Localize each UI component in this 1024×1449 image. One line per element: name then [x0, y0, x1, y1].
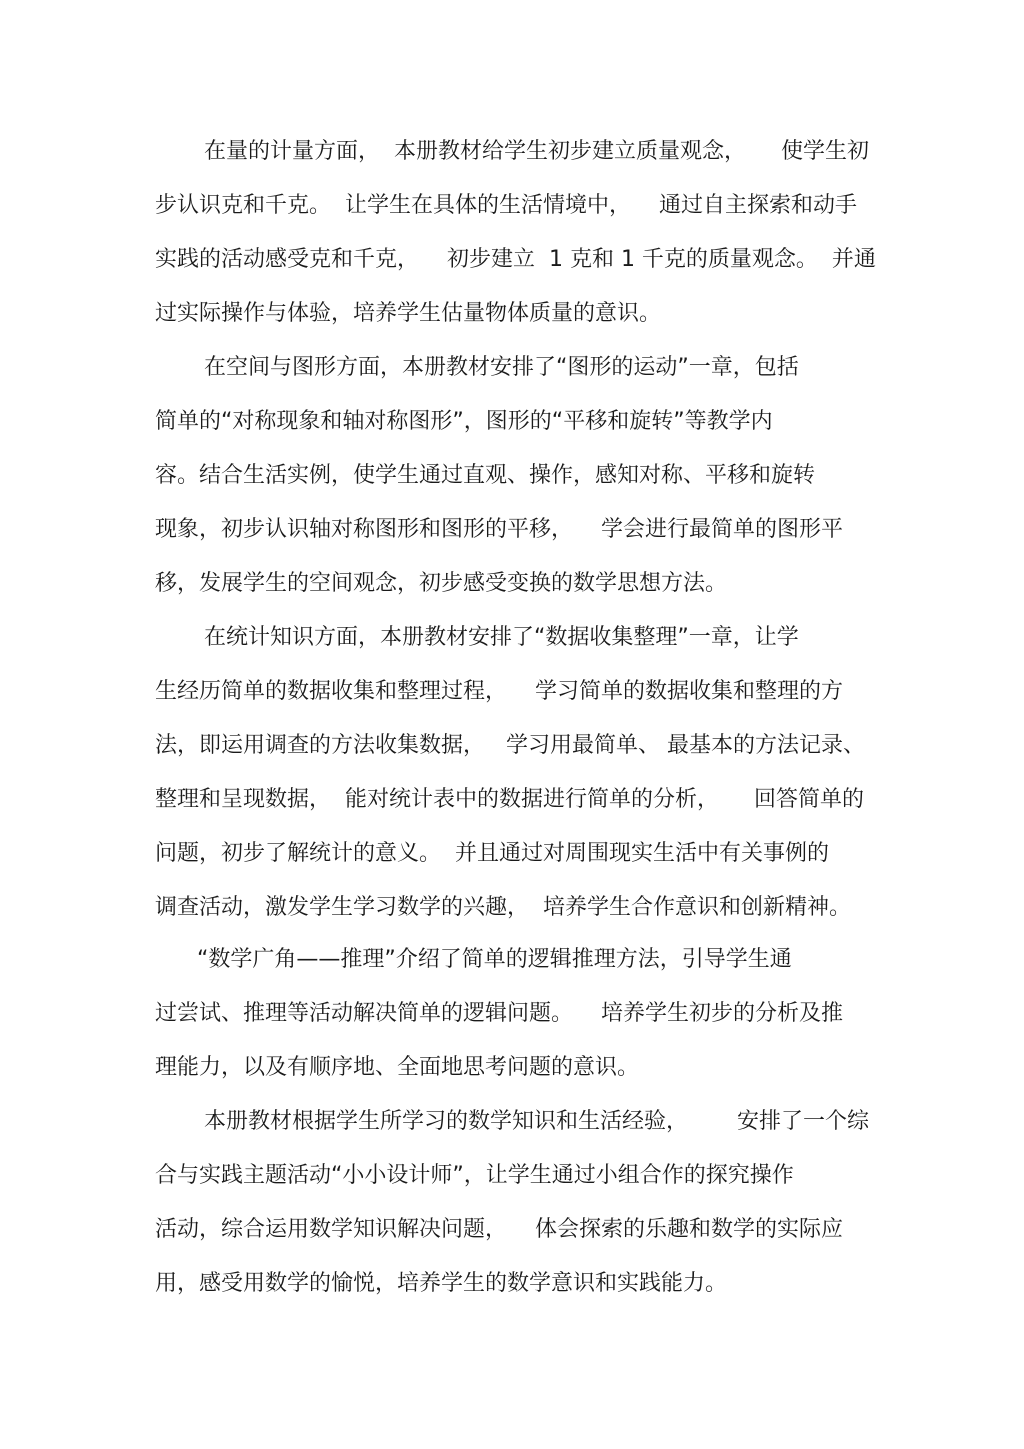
text-line: 在空间与图形方面，本册教材安排了“图形的运动”一章，包括 [204, 355, 799, 380]
text-line: 步认识克和千克。 让学生在具体的生活情境中， 通过自主探索和动手 [155, 193, 857, 218]
text-line: 在量的计量方面， 本册教材给学生初步建立质量观念， 使学生初 [204, 139, 869, 164]
text-line: 生经历简单的数据收集和整理过程， 学习简单的数据收集和整理的方 [155, 679, 843, 704]
text-line: 合与实践主题活动“小小设计师”，让学生通过小组合作的探究操作 [155, 1163, 794, 1188]
text-line: 活动，综合运用数学知识解决问题， 体会探索的乐趣和数学的实际应 [155, 1217, 843, 1242]
text-line: 过实际操作与体验，培养学生估量物体质量的意识。 [155, 301, 662, 326]
text-line: 调查活动，激发学生学习数学的兴趣， 培养学生合作意识和创新精神。 [155, 895, 851, 920]
text-line: 现象，初步认识轴对称图形和图形的平移， 学会进行最简单的图形平 [155, 517, 843, 542]
text-line: 实践的活动感受克和千克， 初步建立 1 克和 1 千克的质量观念。 并通 [155, 247, 876, 272]
text-line: 整理和呈现数据， 能对统计表中的数据进行简单的分析， 回答简单的 [155, 787, 864, 812]
text-line: “数学广角——推理”介绍了简单的逻辑推理方法，引导学生通 [197, 947, 792, 972]
text-line: 移，发展学生的空间观念，初步感受变换的数学思想方法。 [155, 571, 728, 596]
text-line: 简单的“对称现象和轴对称图形”，图形的“平移和旋转”等教学内 [155, 409, 773, 434]
text-line: 问题，初步了解统计的意义。 并且通过对周围现实生活中有关事例的 [155, 841, 829, 866]
text-line: 本册教材根据学生所学习的数学知识和生活经验， 安排了一个综 [204, 1109, 869, 1134]
text-line: 理能力，以及有顺序地、全面地思考问题的意识。 [155, 1055, 640, 1080]
text-line: 容。结合生活实例，使学生通过直观、操作，感知对称、平移和旋转 [155, 463, 816, 488]
text-line: 在统计知识方面，本册教材安排了“数据收集整理”一章，让学 [204, 625, 799, 650]
text-line: 用，感受用数学的愉悦，培养学生的数学意识和实践能力。 [155, 1271, 728, 1296]
text-line: 过尝试、推理等活动解决简单的逻辑问题。 培养学生初步的分析及推 [155, 1001, 843, 1026]
text-line: 法，即运用调查的方法收集数据， 学习用最简单、 最基本的方法记录、 [155, 733, 865, 758]
